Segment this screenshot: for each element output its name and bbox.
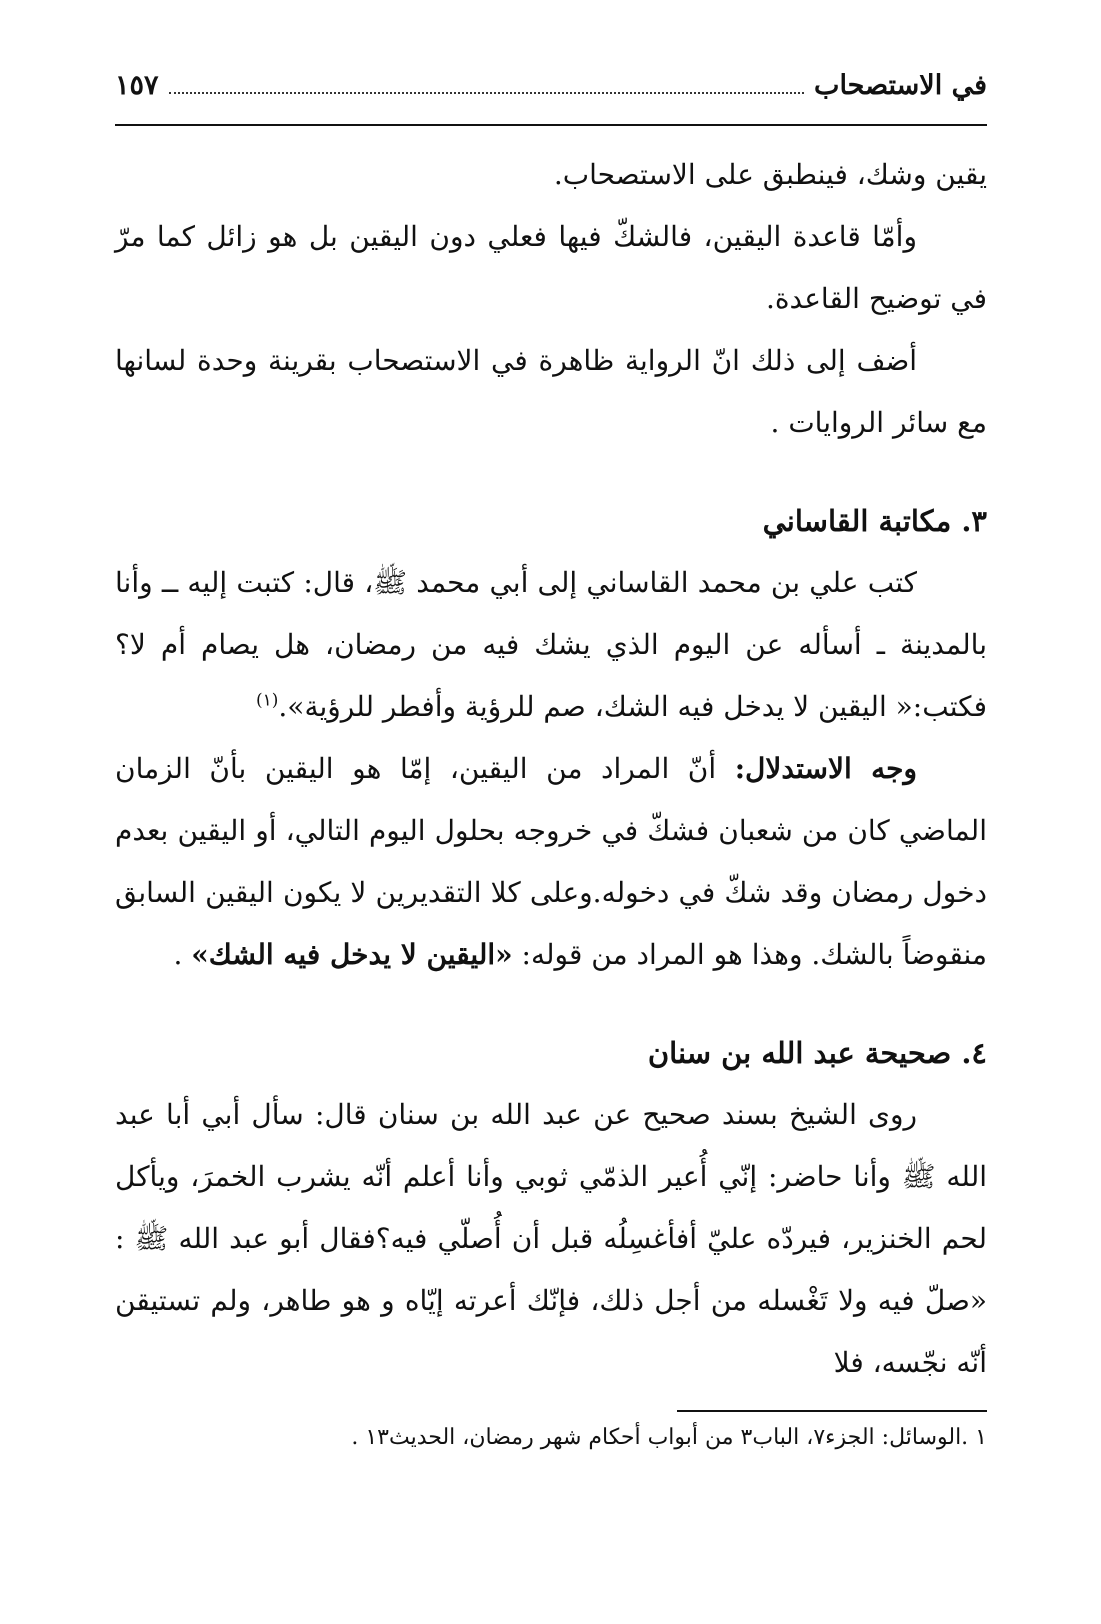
paragraph-5-quote: «اليقين لا يدخل فيه الشك» [191,938,513,971]
paragraph-5-text: أنّ المراد من اليقين، إمّا هو اليقين بأنّ الزمان الماضي كان من شعبان فشكّ في خروجه بحلول اليوم التالي، أو اليقين بعدم دخول رمضان وقد شكّ في دخوله.وعلى كلا التقديرين لا يكون اليقين السابق منقوضاً بالشك. وهذا هو المراد من قوله: [115,752,988,971]
paragraph-5-end: . [173,938,192,971]
paragraph-5-lead: وجه الاستدلال: [734,752,917,785]
paragraph-4 [115,552,987,738]
section-4-heading: ٤. صحيحة عبد الله بن سنان [647,1036,987,1070]
section-gap [115,986,987,1022]
book-page [115,70,987,1458]
paragraph-1: يقين وشك، فينطبق على الاستصحاب. [553,158,987,191]
paragraph-3: أضف إلى ذلك انّ الرواية ظاهرة في الاستصحاب بقرينة وحدة لسانها مع سائر الروايات . [115,344,987,439]
header-rule [115,124,987,126]
section-3-heading: ٣. مكاتبة القاساني [762,504,987,538]
paragraph-4-text: كتب علي بن محمد القاساني إلى أبي محمد ﷺ، قال: كتبت إليه ــ وأنا بالمدينة ـ أسأله عن اليوم الذي يشك فيه من رمضان، هل يصام أم لا؟ فكتب:« اليقين لا يدخل فيه الشك، صم للرؤية وأفطر للرؤية». [115,566,987,723]
running-header [115,70,987,110]
paragraph-5 [115,738,987,986]
page-number: ١٥٧ [115,70,159,101]
footnote-rule [677,1410,987,1412]
section-gap [115,454,987,490]
leader-dots [169,76,805,94]
footnote-1: ١ .الوسائل: الجزء٧، الباب٣ من أبواب أحكام شهر رمضان، الحديث١٣ . [351,1425,987,1450]
paragraph-2: وأمّا قاعدة اليقين، فالشكّ فيها فعلي دون اليقين بل هو زائل كما مرّ في توضيح القاعدة. [115,220,987,315]
running-title: في الاستصحاب [814,70,987,101]
footnote-ref-1: (١) [255,690,279,711]
paragraph-6: روى الشيخ بسند صحيح عن عبد الله بن سنان قال: سأل أبي أبا عبد الله ﷺ وأنا حاضر: إنّي أُعير الذمّي ثوبي وأنا أعلم أنّه يشرب الخمرَ، ويأكل لحم الخنزير، فيردّه عليّ أفأغسِلُه قبل أن أُصلّي فيه؟فقال أبو عبد الله ﷺ : «صلّ فيه ولا تَغْسله من أجل ذلك، فإنّك أعرته إيّاه و هو طاهر، ولم تستيقن أنّه نجّسه، فلا [115,1098,988,1379]
